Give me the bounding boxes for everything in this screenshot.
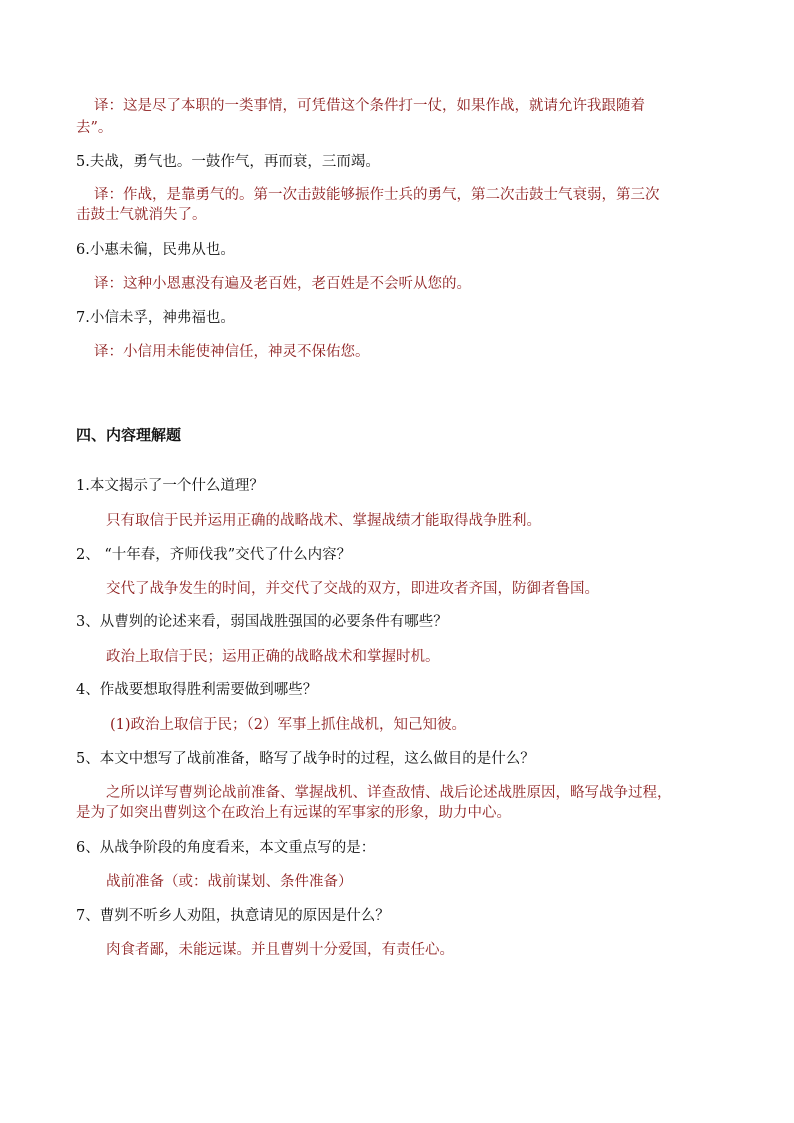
source-sentence: 6.小惠未徧，民弗从也。 xyxy=(76,242,235,258)
answer: 只有取信于民并运用正确的战略战术、掌握战绩才能取得战争胜利。 xyxy=(106,513,541,529)
translation-line: 去”。 xyxy=(76,120,113,136)
answer: (1)政治上取信于民；（2）军事上抓住战机，知己知彼。 xyxy=(110,717,467,733)
translation-line: 击鼓士气就消失了。 xyxy=(76,207,207,223)
translation-line: 译：小信用未能使神信任，神灵不保佑您。 xyxy=(94,344,370,360)
answer: 是为了如突出曹刿这个在政治上有远谋的军事家的形象，助力中心。 xyxy=(76,805,511,821)
section-title: 四、内容理解题 xyxy=(76,426,182,444)
answer: 政治上取信于民；运用正确的战略战术和掌握时机。 xyxy=(106,649,440,665)
question: 5、本文中想写了战前准备，略写了战争时的过程，这么做目的是什么？ xyxy=(76,751,535,767)
source-sentence: 7.小信未孚，神弗福也。 xyxy=(76,310,235,326)
question: 3、从曹刿的论述来看，弱国战胜强国的必要条件有哪些？ xyxy=(76,614,448,630)
answer: 之所以详写曹刿论战前准备、掌握战机、详查敌情、战后论述战胜原因，略写战争过程， xyxy=(106,785,672,801)
question: 1.本文揭示了一个什么道理？ xyxy=(76,478,264,494)
answer: 交代了战争发生的时间，并交代了交战的双方，即进攻者齐国，防御者鲁国。 xyxy=(106,581,599,597)
translation-line: 译：作战，是靠勇气的。第一次击鼓能够振作士兵的勇气，第二次击鼓士气衰弱，第三次 xyxy=(94,187,660,203)
translation-line: 译：这是尽了本职的一类事情，可凭借这个条件打一仗，如果作战，就请允许我跟随着 xyxy=(94,98,645,114)
translation-line: 译：这种小恩惠没有遍及老百姓，老百姓是不会听从您的。 xyxy=(94,276,471,292)
source-sentence: 5.夫战，勇气也。一鼓作气，再而衰，三而竭。 xyxy=(76,154,380,170)
question: 4、作战要想取得胜利需要做到哪些？ xyxy=(76,682,318,698)
question: 2、 “十年春，齐师伐我”交代了什么内容？ xyxy=(76,547,352,563)
question: 6、从战争阶段的角度看来，本文重点写的是： xyxy=(76,840,376,856)
answer: 战前准备（或：战前谋划、条件准备） xyxy=(106,874,353,890)
answer: 肉食者鄙，未能远谋。并且曹刿十分爱国，有责任心。 xyxy=(106,942,454,958)
question: 7、曹刿不听乡人劝阻，执意请见的原因是什么？ xyxy=(76,908,390,924)
